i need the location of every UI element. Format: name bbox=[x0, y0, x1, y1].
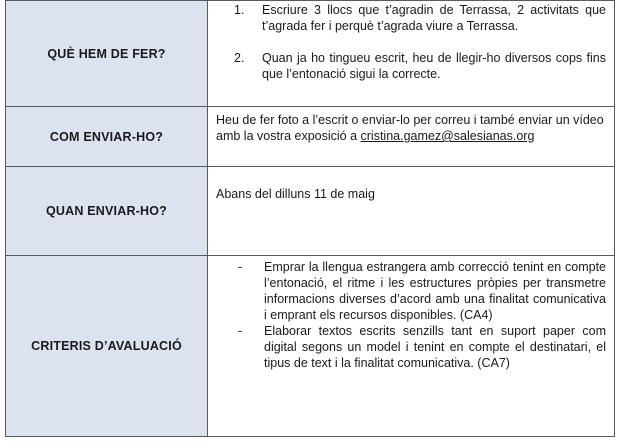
table-row-how-to-send bbox=[6, 107, 614, 167]
list-number: 2. bbox=[234, 51, 245, 65]
email-link[interactable]: cristina.gamez@salesianas.org bbox=[360, 129, 535, 143]
row-content-what-to-do bbox=[208, 1, 614, 106]
table-row-criteria bbox=[6, 256, 614, 436]
row-label-when-to-send: QUAN ENVIAR-HO? bbox=[6, 167, 208, 255]
list-item-text: Elaborar textos escrits senzills tant en suport paper com digital segons un model i tenint en compte el destinatari, el tipus de text i la finalitat comunicativa. (CA7) bbox=[264, 324, 606, 370]
row-label-criteria: CRITERIS D’AVALUACIÓ bbox=[6, 256, 208, 436]
table-row-what-to-do bbox=[6, 1, 614, 107]
deadline-text: Abans del dilluns 11 de maig bbox=[216, 187, 375, 201]
task-list bbox=[208, 2, 614, 82]
criteria-list bbox=[208, 259, 614, 371]
row-label-what-to-do: QUÈ HEM DE FER? bbox=[6, 1, 208, 106]
list-item-text: Quan ja ho tingueu escrit, heu de llegir-ho diversos cops fins que l’entonació sigui la correcte. bbox=[262, 51, 606, 81]
instructions-table bbox=[5, 0, 615, 437]
list-item bbox=[208, 50, 614, 82]
row-content-criteria bbox=[208, 256, 614, 436]
list-item bbox=[208, 2, 614, 34]
list-item-text: Emprar la llengua estrangera amb correcció tenint en compte l’entonació, el ritme i les estructures pròpies per transmetre informacions diverses d’acord amb una finalitat comunicativa i emprant els recursos disponibles. (CA4) bbox=[264, 260, 606, 322]
row-content-how-to-send bbox=[208, 107, 614, 166]
row-label-how-to-send: COM ENVIAR-HO? bbox=[6, 107, 208, 166]
row-content-when-to-send bbox=[208, 167, 614, 255]
list-number: 1. bbox=[234, 3, 245, 17]
table-row-when-to-send bbox=[6, 167, 614, 256]
list-item-text: Escriure 3 llocs que t’agradin de Terrassa, 2 activitats que t’agrada fer i perquè t’agrada viure a Terrassa. bbox=[262, 3, 606, 33]
list-item bbox=[208, 259, 614, 323]
list-bullet: - bbox=[238, 324, 243, 338]
send-instructions-text: Heu de fer foto a l’escrit o enviar-lo per correu i també enviar un vídeo amb la vostra exposició a bbox=[216, 113, 604, 143]
list-item bbox=[208, 323, 614, 371]
list-bullet: - bbox=[238, 260, 243, 274]
